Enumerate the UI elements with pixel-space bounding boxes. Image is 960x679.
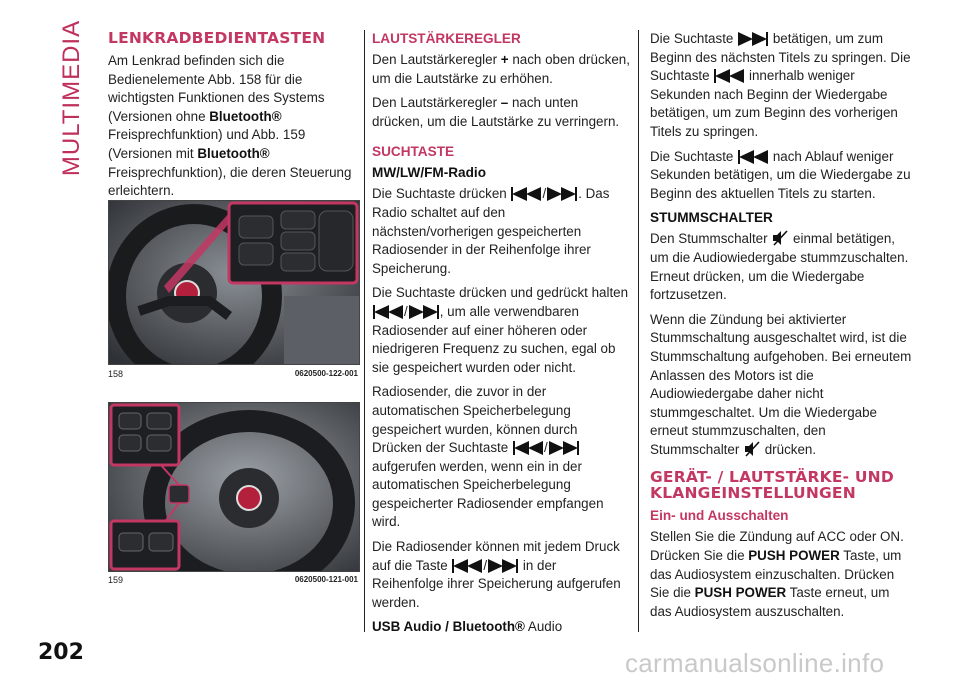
intro-paragraph: Am Lenkrad befinden sich die Bedienelemente Abb. 158 für die wichtigsten Funktionen des Systems (Versionen ohne Bluetooth® Freisprechfunktion) und Abb. 159 (Versionen mit Bluetooth® Freisprechfunktion), die deren Steuerung erleichtern. xyxy=(108,53,352,199)
column-3 xyxy=(650,30,912,627)
heading-ein-ausschalten: Ein- und Ausschalten xyxy=(650,508,789,524)
figure-159-steering-wheel-photo xyxy=(108,402,360,572)
seek-up-icon xyxy=(409,305,439,319)
figure-code: 0620500-121-001 xyxy=(294,575,358,584)
paragraph: Die Suchtaste drücken / . Das Radio schaltet auf den nächsten/vorherigen gespeicherten Radiosender in der Reihenfolge ihrer Speicherung. xyxy=(372,186,610,276)
paragraph: Die Suchtaste betätigen, um zum Beginn des nächsten Titels zu springen. Die Suchtaste innerhalb weniger Sekunden nach Beginn der Wiedergabe betätigen, um zum Beginn des vorherigen Titels zu springen. xyxy=(650,31,911,139)
figure-number: 159 xyxy=(108,575,124,585)
watermark: carmanualsonline.info xyxy=(625,648,885,678)
column-divider xyxy=(364,30,365,632)
figure-code: 0620500-122-001 xyxy=(294,369,358,378)
section-sidebar xyxy=(52,18,92,178)
mute-icon xyxy=(772,230,788,246)
paragraph: Den Lautstärkeregler + nach oben drücken, um die Lautstärke zu erhöhen. xyxy=(372,52,630,86)
steering-wheel-illustration xyxy=(109,201,359,364)
seek-up-icon xyxy=(738,32,768,46)
seek-down-icon xyxy=(513,441,543,455)
seek-up-icon xyxy=(547,187,577,201)
figure-number: 158 xyxy=(108,369,124,379)
column-2 xyxy=(372,30,630,643)
heading-geraet-lautstaerke-klang: GERÄT- / LAUTSTÄRKE- UND KLANGEINSTELLUNGEN xyxy=(650,468,894,503)
column-divider xyxy=(638,30,639,632)
seek-down-icon xyxy=(714,69,744,83)
steering-wheel-illustration xyxy=(109,403,359,571)
paragraph: Die Suchtaste nach Ablauf weniger Sekunden betätigen, um die Wiedergabe zu Beginn des aktuellen Titels zu starten. xyxy=(650,148,911,201)
seek-down-icon xyxy=(511,187,541,201)
heading-radio-band: MW/LW/FM-Radio xyxy=(372,165,487,181)
paragraph: Wenn die Zündung bei aktivierter Stummschaltung ausgeschaltet wird, ist die Stummschaltung aufgehoben. Bei erneutem Anlassen des Motors ist die Audiowiedergabe daher nicht stummgeschaltet. Um die Wiedergabe erneut stummzuschalten, den Stummschalter drücken. xyxy=(650,311,912,457)
seek-down-icon xyxy=(452,559,482,573)
paragraph: Radiosender, die zuvor in der automatischen Speicherbelegung gespeichert wurden, können durch Drücken der Suchtaste / aufgerufen werden, wenn ein in der automatischen Speicherbelegung gespeicherter Radiosender empfangen wird. xyxy=(372,384,604,530)
seek-down-icon xyxy=(738,150,768,164)
mute-icon xyxy=(744,441,760,457)
paragraph: Den Lautstärkeregler – nach unten drücken, um die Lautstärke zu verringern. xyxy=(372,95,620,129)
paragraph: Die Radiosender können mit jedem Druck auf die Taste / in der Reihenfolge ihrer Speicherung aufgerufen werden. xyxy=(372,539,621,610)
heading-lautstaerkeregler: LAUTSTÄRKEREGLER xyxy=(372,31,521,46)
page-number: 202 xyxy=(38,640,84,665)
heading-suchtaste: SUCHTASTE xyxy=(372,144,455,160)
column-1 xyxy=(108,30,358,207)
seek-down-icon xyxy=(373,305,403,319)
paragraph: Stellen Sie die Zündung auf ACC oder ON. Drücken Sie die PUSH POWER Taste, um das Audiosystem einzuschalten. Drücken Sie die PUSH POWER Taste erneut, um das Audiosystem auszuschalten. xyxy=(650,529,904,619)
paragraph: Den Stummschalter einmal betätigen, um die Audiowiedergabe stummzuschalten. Erneut drücken, um die Wiedergabe fortzusetzen. xyxy=(650,231,909,303)
heading-stummschalter: STUMMSCHALTER xyxy=(650,210,773,226)
paragraph: USB Audio / Bluetooth® Audio xyxy=(372,619,563,635)
seek-up-icon xyxy=(549,441,579,455)
seek-up-icon xyxy=(488,559,518,573)
paragraph: Die Suchtaste drücken und gedrückt halten / , um alle verwendbaren Radiosender auf einer höheren oder niedrigeren Frequenz zu suchen, egal ob sie gespeichert wurden oder nicht. xyxy=(372,285,629,375)
figure-158-steering-wheel-photo xyxy=(108,200,360,365)
section-label: MULTIMEDIA xyxy=(58,19,85,177)
heading-lenkradbedientasten: LENKRADBEDIENTASTEN xyxy=(108,29,326,47)
